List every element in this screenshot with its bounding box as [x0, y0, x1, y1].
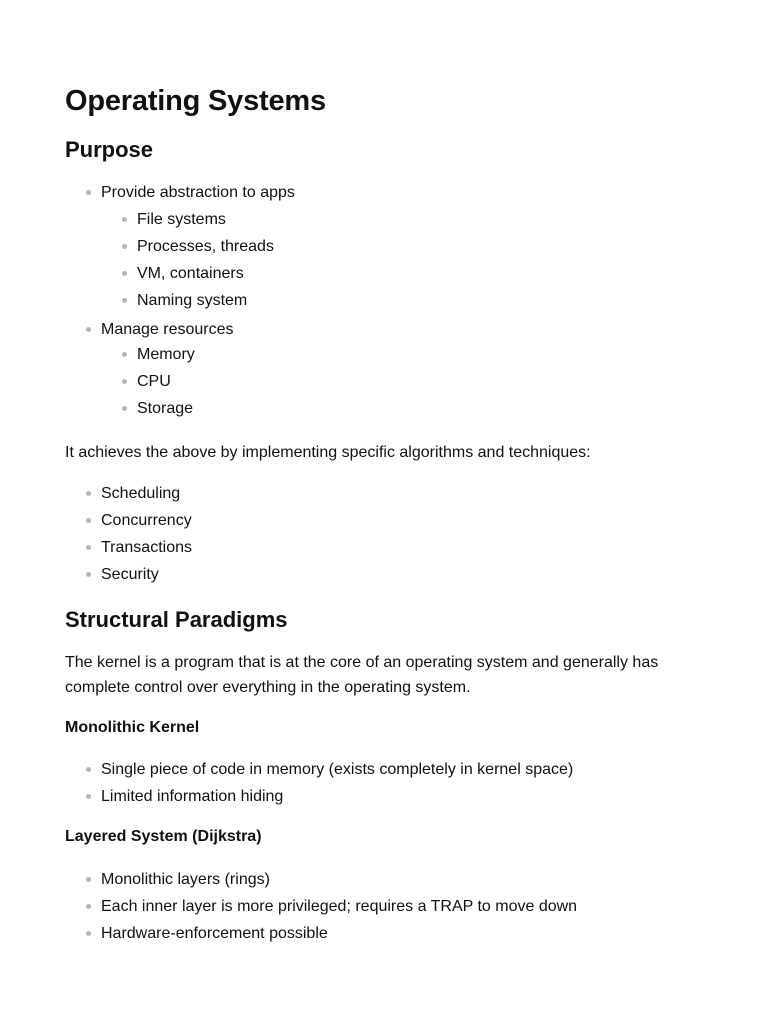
list-item: [65, 316, 234, 343]
list-item: [65, 561, 192, 588]
section-heading-purpose: Purpose: [65, 137, 154, 162]
bullet-icon: [122, 244, 127, 249]
list-item-label: VM, containers: [137, 265, 244, 282]
purpose-sublist-2: [65, 341, 195, 422]
list-item-label: Provide abstraction to apps: [101, 184, 295, 201]
bullet-icon: [86, 190, 91, 195]
bullet-icon: [122, 379, 127, 384]
bullet-icon: [86, 877, 91, 882]
list-item-label: Each inner layer is more privileged; requires a TRAP to move down: [101, 898, 578, 915]
purpose-list-2: [65, 316, 234, 343]
page-title: Operating Systems: [65, 85, 326, 117]
bullet-icon: [122, 217, 127, 222]
list-item: [65, 783, 573, 810]
list-item-label: Limited information hiding: [101, 788, 284, 805]
bullet-icon: [122, 298, 127, 303]
list-item-label: Memory: [137, 346, 195, 363]
list-item: [65, 341, 195, 368]
bullet-icon: [122, 406, 127, 411]
list-item: [65, 260, 274, 287]
list-item-label: CPU: [137, 373, 171, 390]
list-item: [65, 233, 274, 260]
list-item-label: File systems: [137, 211, 226, 228]
section-heading-structural: Structural Paradigms: [65, 607, 288, 632]
bullet-icon: [86, 794, 91, 799]
list-item-label: Naming system: [137, 292, 248, 309]
bullet-icon: [122, 271, 127, 276]
list-item: [65, 534, 192, 561]
techniques-list: [65, 480, 192, 588]
list-item-label: Transactions: [101, 539, 192, 556]
bullet-icon: [86, 491, 91, 496]
techniques-intro: It achieves the above by implementing specific algorithms and techniques:: [65, 444, 591, 461]
list-item: [65, 920, 577, 947]
list-item: [65, 287, 274, 314]
list-item-label: Storage: [137, 400, 194, 417]
list-item-label: Hardware-enforcement possible: [101, 925, 328, 942]
kernel-intro: The kernel is a program that is at the core of an operating system and generally has complete control over everything in the operating system.: [65, 654, 659, 696]
bullet-icon: [86, 327, 91, 332]
bullet-icon: [86, 904, 91, 909]
bullet-icon: [86, 518, 91, 523]
subheading-monolithic: Monolithic Kernel: [65, 719, 200, 736]
purpose-sublist-1: [65, 206, 274, 314]
purpose-list-1: [65, 179, 295, 206]
list-item-label: Manage resources: [101, 321, 234, 338]
list-item-label: Concurrency: [101, 512, 192, 529]
bullet-icon: [86, 572, 91, 577]
list-item-label: Processes, threads: [137, 238, 274, 255]
bullet-icon: [86, 545, 91, 550]
list-item: [65, 480, 192, 507]
list-item: [65, 179, 295, 206]
bullet-icon: [122, 352, 127, 357]
layered-list: [65, 866, 577, 947]
list-item: [65, 756, 573, 783]
list-item: [65, 368, 195, 395]
list-item: [65, 507, 192, 534]
bullet-icon: [86, 767, 91, 772]
list-item: [65, 893, 577, 920]
bullet-icon: [86, 931, 91, 936]
subheading-layered: Layered System (Dijkstra): [65, 828, 262, 845]
list-item: [65, 866, 577, 893]
monolithic-list: [65, 756, 573, 810]
list-item-label: Monolithic layers (rings): [101, 871, 270, 888]
list-item-label: Scheduling: [101, 485, 181, 502]
list-item-label: Single piece of code in memory (exists completely in kernel space): [101, 761, 574, 778]
list-item: [65, 395, 195, 422]
list-item-label: Security: [101, 566, 159, 583]
list-item: [65, 206, 274, 233]
